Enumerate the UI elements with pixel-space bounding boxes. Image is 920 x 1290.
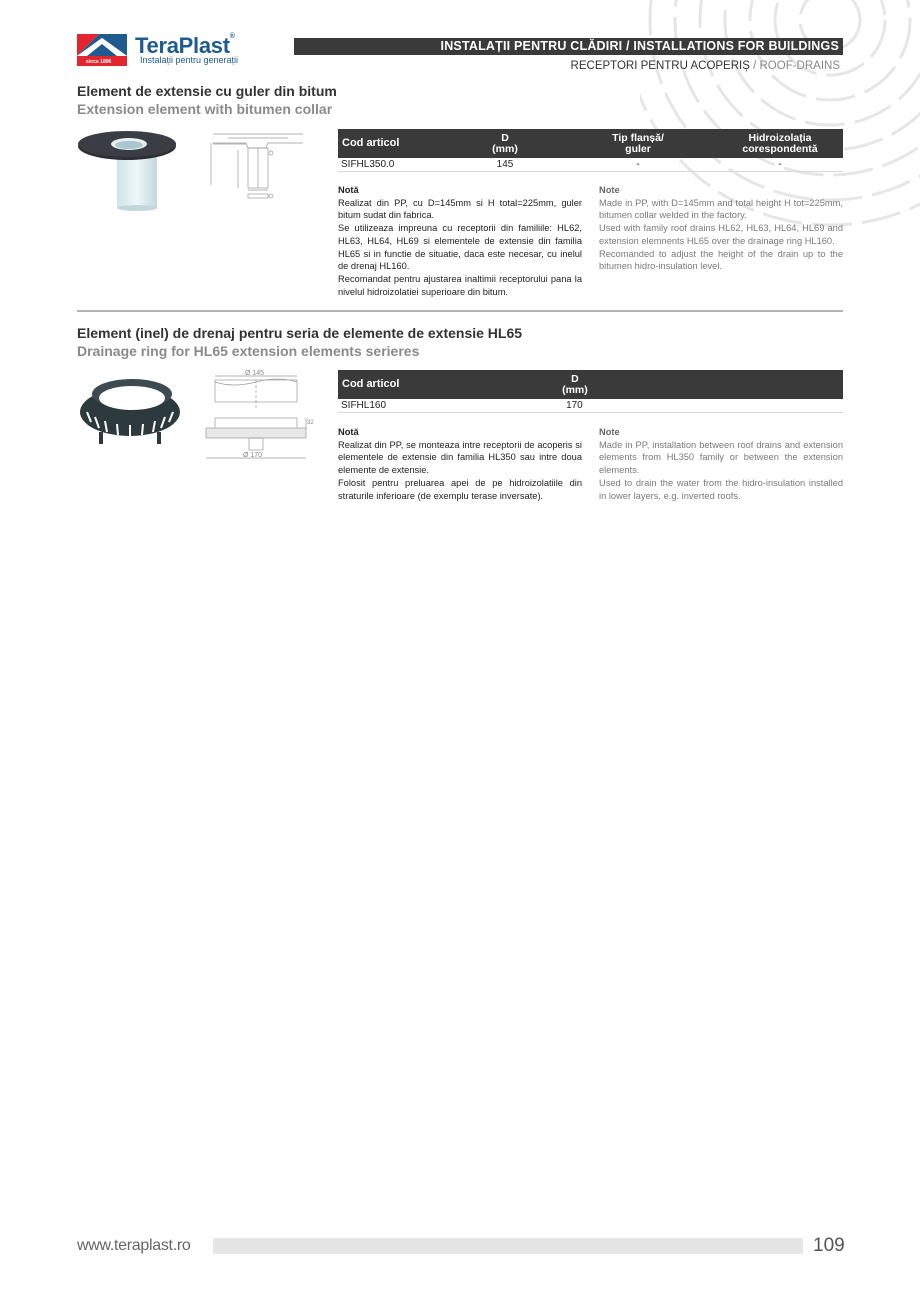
cell-tip-flansa: - (559, 158, 717, 172)
header-bar (294, 38, 843, 55)
header-text: Cod articol (342, 378, 400, 390)
table-row (338, 399, 843, 413)
note-heading: Notă (338, 185, 359, 195)
registered-mark: ® (229, 33, 235, 40)
logo-tagline: Instalații pentru generații (140, 55, 239, 65)
product-table-1 (338, 129, 843, 172)
section-2-subtitle: Drainage ring for HL65 extension elements serieres (77, 343, 420, 359)
note-paragraph: Recomandat pentru ajustarea inaltimii receptorului pana la nivelul hidroizolatiei superioare din bitum. (338, 273, 582, 297)
table-header-row (338, 129, 843, 158)
header-text: guler (625, 142, 651, 155)
header-text: (mm) (562, 383, 588, 396)
note-paragraph: Recomanded to adjust the height of the drain up to the bitumen hidro-insulation level. (599, 248, 843, 272)
svg-text:32: 32 (307, 420, 314, 426)
teraplast-logo (77, 34, 247, 68)
note-paragraph: Made in PP, installation between roof drains and extension elements from HL350 family or between the extension elements. (599, 439, 843, 476)
extension-element-drawing-icon (208, 130, 306, 202)
table-header-row (338, 370, 843, 399)
footer-website-link[interactable]: www.teraplast.ro (77, 1237, 191, 1254)
note-heading: Notă (338, 427, 359, 437)
note-en-2 (599, 426, 843, 502)
section-1-title: Element de extensie cu guler din bitum (77, 83, 337, 99)
logo-since-text: since 1896 (86, 59, 112, 65)
svg-text:Ø 145: Ø 145 (245, 370, 265, 377)
note-heading: Note (599, 427, 620, 437)
col-header-cod-articol (338, 370, 433, 399)
cell-hidroizolatia: - (717, 158, 843, 172)
cell-cod-articol: SIFHL350.0 (338, 158, 451, 172)
note-paragraph: Realizat din PP, cu D=145mm si H total=225mm, guler bitum sudat din fabrica. (338, 197, 582, 221)
note-ro-1 (338, 184, 582, 298)
svg-text:Ø 170: Ø 170 (243, 452, 263, 459)
note-paragraph: Used with family roof drains HL62, HL63, HL64, HL69 and extension elemnents HL65 over the drainage ring HL160. (599, 223, 843, 246)
drainage-ring-drawing-icon (203, 368, 315, 464)
header-text: Tip flanșă/ (612, 131, 664, 144)
note-paragraph: Folosit pentru preluarea apei de pe hidroizolatiile din straturile inferioare (de exemplu terase inversate). (338, 477, 582, 501)
section-divider (77, 310, 843, 312)
note-paragraph: Se utilizeaza impreuna cu receptorii din familiile: HL62, HL63, HL64, HL69 si elementele de extensie din familia HL65 si in functie de situatie, daca este necesar, cu inelul de drenaj HL160. (338, 223, 582, 272)
header-text: (mm) (492, 142, 518, 155)
header-subtitle-en: ROOF-DRAINS (759, 60, 840, 72)
footer-bar (213, 1238, 803, 1254)
cell-d: 145 (451, 158, 559, 172)
col-header-hidroizolatia (717, 129, 843, 158)
col-header-tip-flansa (559, 129, 717, 158)
section-2-title: Element (inel) de drenaj pentru seria de elemente de extensie HL65 (77, 325, 523, 341)
header-text: D (571, 372, 579, 385)
header-title: INSTALAȚII PENTRU CLĂDIRI / INSTALLATIONS FOR BUILDINGS (440, 39, 839, 53)
note-heading: Note (599, 185, 620, 195)
table-row (338, 158, 843, 172)
col-header-cod-articol (338, 129, 451, 158)
brand-name-text: TeraPlast (135, 33, 230, 58)
header-text: D (501, 131, 509, 144)
note-ro-2 (338, 426, 582, 502)
header-subtitle-ro: RECEPTORI PENTRU ACOPERIȘ (570, 60, 750, 72)
note-paragraph: Used to drain the water from the hidro-insulation installed in lower layers, e.g. inverted roofs. (599, 477, 843, 501)
header-text: Hidroizolația (748, 131, 812, 144)
cell-cod-articol: SIFHL160 (338, 399, 433, 413)
note-paragraph: Made in PP, with D=145mm and total height H tot=225mm, bitumen collar welded in the factory. (599, 197, 843, 221)
cell-d: 170 (433, 399, 843, 413)
header-subtitle-sep: / (749, 60, 760, 72)
drainage-ring-photo-icon (77, 372, 183, 446)
note-paragraph: Realizat din PP, se monteaza intre receptorii de acoperis si elementele de extensie din familia HL350 sau intre doua elemente de extensie. (338, 439, 582, 476)
header-text: Cod articol (342, 137, 400, 149)
header-text: corespondentă (742, 142, 818, 155)
product-table-2 (338, 370, 843, 413)
note-en-1 (599, 184, 843, 273)
col-header-d (433, 370, 843, 399)
extension-element-photo-icon (77, 128, 177, 212)
page-number: 109 (813, 1235, 845, 1256)
header-subtitle (571, 60, 840, 72)
section-1-subtitle: Extension element with bitumen collar (77, 101, 333, 117)
col-header-d (451, 129, 559, 158)
